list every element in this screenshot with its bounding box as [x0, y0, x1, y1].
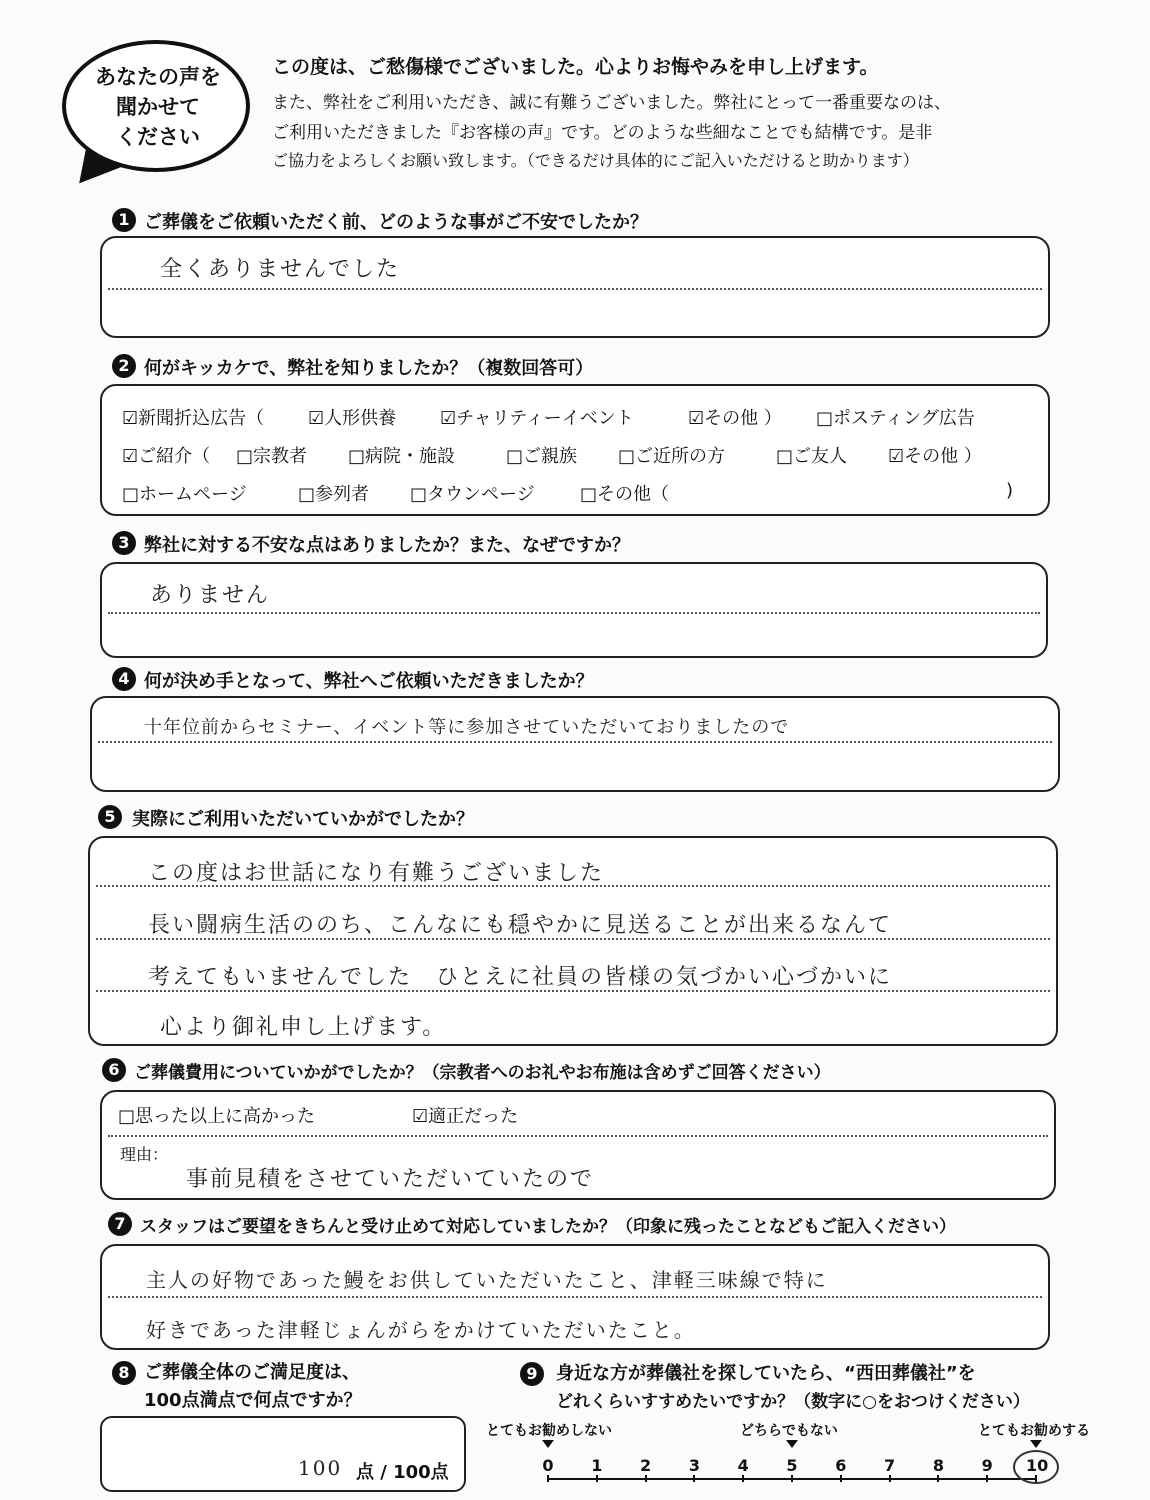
q2-option-other-3[interactable]: □その他（ — [580, 484, 670, 505]
q4-answer-box[interactable] — [90, 696, 1060, 792]
scale-pointer-0 — [542, 1440, 554, 1448]
scale-number-10[interactable]: 10 — [1026, 1456, 1049, 1475]
intro-line-4: ご協力をよろしくお願い致します。（できるだけ具体的にご記入いただけると助かります） — [272, 151, 919, 170]
q4-dotted-line — [98, 741, 1052, 743]
q3-number: 3 — [112, 531, 136, 555]
q2-option-religious[interactable]: □宗教者 — [236, 446, 308, 467]
q8-question-line-1: ご葬儀全体のご満足度は、 — [144, 1362, 360, 1383]
scale-label-high: とてもお勧めする — [978, 1423, 1090, 1439]
q6-reason-label: 理由： — [120, 1145, 169, 1164]
q5-answer-line-1: この度はお世話になり有難うございました — [148, 861, 605, 886]
scale-number-0[interactable]: 0 — [538, 1456, 558, 1475]
q1-number: 1 — [112, 208, 136, 232]
q7-question: スタッフはご要望をきちんと受け止めて対応していましたか？（印象に残ったことなどもご記入ください） — [140, 1217, 956, 1237]
q3-answer-box[interactable] — [100, 562, 1048, 658]
q6-reason-answer: 事前見積をさせていただいていたので — [186, 1167, 595, 1192]
scale-number-3[interactable]: 3 — [684, 1456, 704, 1475]
q6-option-too-expensive[interactable]: □思った以上に高かった — [118, 1106, 316, 1127]
q2-number: 2 — [112, 354, 136, 378]
q4-question: 何が決め手となって、弊社へご依頼いただきましたか？ — [144, 671, 594, 692]
q2-option-homepage[interactable]: □ホームページ — [122, 484, 247, 505]
q2-option-other-2[interactable]: ☑その他 ） — [888, 446, 982, 467]
q2-option-friends[interactable]: □ご友人 — [776, 446, 848, 467]
scale-number-7[interactable]: 7 — [880, 1456, 900, 1475]
intro-line-1: この度は、ご愁傷様でございました。心よりお悔やみを申し上げます。 — [272, 56, 879, 78]
q2-option-referral[interactable]: ☑ご紹介（ — [122, 446, 211, 467]
q5-answer-line-2: 長い闘病生活ののち、こんなにも穏やかに見送ることが出来るなんて — [148, 913, 893, 938]
q2-option-relatives[interactable]: □ご親族 — [506, 446, 578, 467]
q2-option-charity-event[interactable]: ☑チャリティーイベント — [440, 408, 634, 429]
intro-line-2: また、弊社をご利用いただき、誠に有難うございました。弊社にとって一番重要なのは、 — [272, 93, 951, 113]
q8-question-line-2: 100点満点で何点ですか？ — [144, 1390, 362, 1411]
q6-question: ご葬儀費用についていかがでしたか？（宗教者へのお礼やお布施は含めずご回答ください） — [134, 1063, 831, 1083]
scale-pointer-10 — [1030, 1440, 1042, 1448]
q2-option-posting-ad[interactable]: □ポスティング広告 — [816, 408, 975, 429]
q2-option-townpage[interactable]: □タウンページ — [410, 484, 535, 505]
q1-question: ご葬儀をご依頼いただく前、どのような事がご不安でしたか？ — [144, 212, 648, 233]
q6-number: 6 — [102, 1058, 126, 1082]
q5-answer-line-4: 心より御礼申し上げます。 — [160, 1015, 447, 1040]
q9-question-line-1: 身近な方が葬儀社を探していたら、“西田葬儀社”を — [556, 1363, 976, 1384]
q2-question: 何がキッカケで、弊社を知りましたか？（複数回答可） — [144, 358, 594, 379]
scale-number-8[interactable]: 8 — [928, 1456, 948, 1475]
q4-answer: 十年位前からセミナー、イベント等に参加させていただいておりましたので — [144, 717, 790, 738]
scale-number-9[interactable]: 9 — [977, 1456, 997, 1475]
q2-option-neighbors[interactable]: □ご近所の方 — [618, 446, 726, 467]
intro-line-3: ご利用いただきました『お客様の声』です。どのような些細なことでも結構です。是非 — [272, 123, 933, 143]
q8-score: 100 — [298, 1456, 343, 1480]
q5-question: 実際にご利用いただいていかがでしたか？ — [132, 809, 474, 830]
q8-number: 8 — [112, 1361, 136, 1385]
q2-option-doll-memorial[interactable]: ☑人形供養 — [308, 408, 397, 429]
scale-number-1[interactable]: 1 — [587, 1456, 607, 1475]
scale-number-2[interactable]: 2 — [636, 1456, 656, 1475]
q5-answer-line-3: 考えてもいませんでした ひとえに社員の皆様の気づかい心づかいに — [148, 965, 893, 990]
q1-answer: 全くありませんでした — [160, 257, 401, 282]
q2-option-other-1[interactable]: ☑その他 ） — [688, 408, 782, 429]
q1-dotted-line — [108, 288, 1042, 290]
scale-number-5[interactable]: 5 — [782, 1456, 802, 1475]
q3-question: 弊社に対する不安な点はありましたか？また、なぜですか？ — [144, 535, 630, 556]
q9-number: 9 — [520, 1362, 544, 1386]
q2-option-attendee[interactable]: □参列者 — [298, 484, 370, 505]
q6-option-appropriate[interactable]: ☑適正だった — [412, 1106, 519, 1127]
q4-number: 4 — [112, 667, 136, 691]
q3-dotted-line — [108, 612, 1040, 614]
q2-option-hospital[interactable]: □病院・施設 — [348, 446, 456, 467]
q9-question-line-2: どれくらいすすめたいですか？（数字に○をおつけください） — [556, 1392, 1030, 1412]
scale-label-mid: どちらでもない — [740, 1423, 838, 1439]
scale-number-4[interactable]: 4 — [733, 1456, 753, 1475]
scale-pointer-5 — [786, 1440, 798, 1448]
q8-score-suffix: 点 / 100点 — [356, 1462, 449, 1483]
q2-option-newspaper[interactable]: ☑新聞折込広告（ — [122, 408, 265, 429]
q2-close-paren: ) — [1006, 480, 1014, 501]
bubble-text: あなたの声を 聞かせて ください — [95, 65, 221, 149]
q5-number: 5 — [98, 805, 122, 829]
q7-dotted-line — [108, 1296, 1042, 1298]
scale-number-6[interactable]: 6 — [831, 1456, 851, 1475]
q7-number: 7 — [108, 1212, 132, 1236]
selected-score-circle — [1013, 1450, 1059, 1484]
q7-answer-line-1: 主人の好物であった鰻をお供していただいたこと、津軽三味線で特に — [146, 1268, 828, 1292]
q6-dotted-line — [108, 1135, 1048, 1137]
q3-answer: ありません — [150, 583, 271, 608]
q7-answer-line-2: 好きであった津軽じょんがらをかけていただいたこと。 — [146, 1318, 696, 1342]
scale-label-low: とてもお勧めしない — [486, 1423, 612, 1439]
